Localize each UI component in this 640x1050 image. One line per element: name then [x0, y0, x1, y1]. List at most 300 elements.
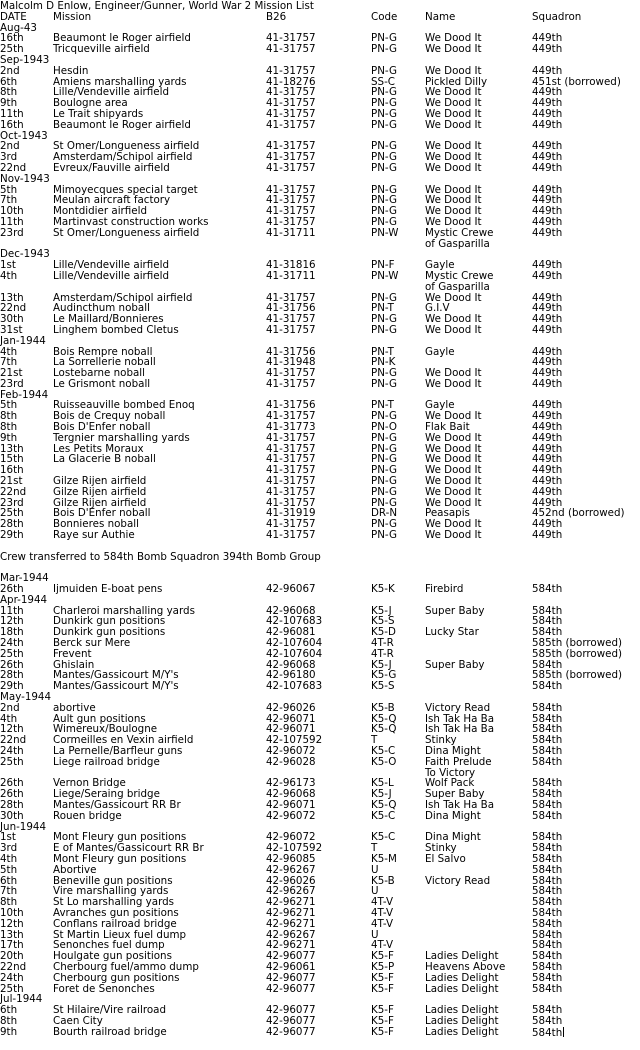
cell-b26: 41-31757: [266, 323, 316, 336]
cell-date: 25th: [0, 43, 24, 56]
cell-squadron: 449th: [532, 323, 563, 336]
cell-code: K5-P: [371, 960, 395, 973]
cell-name: Gayle: [425, 399, 455, 412]
cell-b26: 41-31757: [266, 377, 316, 390]
cell-name: We Dood It: [425, 518, 482, 531]
cell-date: 12th: [0, 723, 24, 736]
cell-code: PN-G: [371, 161, 397, 174]
cell-b26: 41-31757: [266, 518, 316, 531]
month-label: Jan-1944: [0, 334, 46, 347]
month-heading: [0, 174, 640, 185]
cell-code: K5-C: [371, 744, 396, 757]
cell-b26: 41-31816: [266, 259, 316, 272]
cell-code: U: [371, 928, 379, 941]
cell-date: 20th: [0, 950, 24, 963]
cell-code: K5-O: [371, 755, 397, 768]
column-header-mission: Mission: [53, 10, 92, 23]
cell-name: We Dood It: [425, 475, 482, 488]
cell-squadron: 449th: [532, 377, 563, 390]
cell-b26: 42-96271: [266, 906, 316, 919]
column-header-row: [0, 12, 640, 23]
cell-date: 7th: [0, 885, 18, 898]
cell-code: PN-G: [371, 313, 397, 326]
cell-b26: 41-31757: [266, 64, 316, 77]
cell-mission: Mont Fleury gun positions: [53, 831, 187, 844]
cell-b26: 42-96068: [266, 658, 316, 671]
cell-b26: 42-107683: [266, 615, 323, 628]
cell-name: Heavens Above: [425, 960, 506, 973]
cell-b26: 42-96077: [266, 1014, 316, 1027]
mission-row: [0, 163, 640, 174]
cell-code: 4T-V: [371, 939, 394, 952]
cell-date: 31st: [0, 323, 23, 336]
cell-date: 11th: [0, 107, 24, 120]
cell-code: 4T-R: [371, 647, 394, 660]
cell-squadron: 584th: [532, 906, 563, 919]
cell-name: We Dood It: [425, 64, 482, 77]
cell-mission: St Omer/Longueness airfield: [53, 226, 200, 239]
cell-squadron: 584th: [532, 852, 563, 865]
cell-date: 13th: [0, 928, 24, 941]
cell-code: PN-G: [371, 529, 397, 542]
cell-code: K5-B: [371, 701, 395, 714]
cell-code: PN-G: [371, 183, 397, 196]
cell-b26: 42-96026: [266, 874, 316, 887]
cell-squadron: 449th: [532, 442, 563, 455]
month-heading: [0, 595, 640, 606]
month-label: Feb-1944: [0, 388, 49, 401]
cell-b26: 41-31757: [266, 496, 316, 509]
cell-date: 28th: [0, 518, 24, 531]
cell-b26: 41-31757: [266, 43, 316, 56]
cell-squadron: 449th: [532, 64, 563, 77]
cell-squadron: 584th: [532, 1004, 563, 1017]
cell-b26: 42-96267: [266, 928, 316, 941]
cell-code: PN-G: [371, 431, 397, 444]
cell-mission: Le Grismont noball: [53, 377, 151, 390]
cell-b26: 42-96267: [266, 885, 316, 898]
cell-mission: Liege/Seraing bridge: [53, 788, 160, 801]
cell-name: Gayle: [425, 259, 455, 272]
cell-b26: 42-107592: [266, 842, 323, 855]
cell-name: Dina Might: [425, 831, 481, 844]
cell-squadron: 584th: [532, 712, 563, 725]
cell-b26: 42-96072: [266, 744, 316, 757]
cell-name: Super Baby: [425, 788, 485, 801]
cell-name: G.I.V: [425, 302, 450, 315]
cell-code: PN-G: [371, 107, 397, 120]
cell-squadron: 584th: [532, 896, 563, 909]
cell-b26: 42-96173: [266, 777, 316, 790]
cell-mission: Amsterdam/Schipol airfield: [53, 151, 193, 164]
cell-code: PN-T: [371, 302, 394, 315]
cell-b26: 41-31757: [266, 431, 316, 444]
cell-b26: 42-96061: [266, 960, 316, 973]
cell-code: K5-K: [371, 583, 395, 596]
column-header-code: Code: [371, 10, 398, 23]
cell-mission: Dunkirk gun positions: [53, 626, 166, 639]
cell-code: K5-C: [371, 831, 396, 844]
cell-squadron: 584th: [532, 755, 563, 768]
cell-name: We Dood It: [425, 323, 482, 336]
cell-code: PN-G: [371, 194, 397, 207]
cell-name: We Dood It: [425, 485, 482, 498]
column-header-date: DATE: [0, 10, 27, 23]
cell-b26: 41-31773: [266, 421, 316, 434]
cell-date: 24th: [0, 971, 24, 984]
cell-b26: 42-96077: [266, 950, 316, 963]
cell-date: 2nd: [0, 140, 20, 153]
cell-date: 24th: [0, 637, 24, 650]
cell-squadron: 584th: [532, 615, 563, 628]
cell-name: El Salvo: [425, 852, 466, 865]
cell-code: 4T-V: [371, 896, 394, 909]
cell-squadron: 584th: [532, 874, 563, 887]
cell-squadron: 449th: [532, 485, 563, 498]
cell-date: 11th: [0, 215, 24, 228]
cell-b26: 41-31711: [266, 269, 316, 282]
cell-name: Victory Read: [425, 701, 491, 714]
cell-mission: Berck sur Mere: [53, 637, 131, 650]
cell-name: We Dood It: [425, 442, 482, 455]
cell-name: Dina Might: [425, 809, 481, 822]
cell-date: 8th: [0, 86, 18, 99]
cell-mission: Senonches fuel dump: [53, 939, 165, 952]
cell-code: PN-G: [371, 64, 397, 77]
cell-mission: Martinvast construction works: [53, 215, 209, 228]
cell-code: PN-G: [371, 97, 397, 110]
mission-row: [0, 919, 640, 930]
cell-squadron: 449th: [532, 518, 563, 531]
cell-squadron: 584th: [532, 831, 563, 844]
cell-b26: 42-96077: [266, 971, 316, 984]
cell-name: Ladies Delight: [425, 1025, 499, 1038]
mission-row: [0, 325, 640, 336]
cell-name: We Dood It: [425, 291, 482, 304]
cell-squadron: 584th: [532, 744, 563, 757]
cell-b26: 42-96085: [266, 852, 316, 865]
cell-code: U: [371, 863, 379, 876]
cell-mission: Audincthum noball: [53, 302, 150, 315]
cell-mission: Gilze Rijen airfield: [53, 475, 147, 488]
cell-squadron: 449th: [532, 453, 563, 466]
cell-name: We Dood It: [425, 32, 482, 45]
cell-squadron: 449th: [532, 205, 563, 218]
cell-mission: Hesdin: [53, 64, 89, 77]
cell-name: of Gasparilla: [425, 237, 490, 250]
cell-date: 25th: [0, 507, 24, 520]
column-header-name: Name: [425, 10, 456, 23]
cell-mission: St Martin Lieux fuel dump: [53, 928, 187, 941]
cell-date: 3rd: [0, 151, 18, 164]
text-cursor: [563, 1027, 564, 1037]
cell-code: PN-G: [371, 32, 397, 45]
cell-code: PN-G: [371, 453, 397, 466]
cell-b26: 42-96267: [266, 863, 316, 876]
cell-b26: 41-31757: [266, 442, 316, 455]
cell-mission: Foret de Senonches: [53, 982, 155, 995]
cell-name: We Dood It: [425, 464, 482, 477]
cell-squadron: 584th: [532, 798, 563, 811]
cell-date: 9th: [0, 431, 18, 444]
cell-mission: Bois D'Enfer noball: [53, 507, 151, 520]
cell-code: PN-W: [371, 269, 399, 282]
cell-date: 26th: [0, 788, 24, 801]
cell-squadron: 449th: [532, 496, 563, 509]
cell-b26: 41-31757: [266, 215, 316, 228]
cell-squadron: 584th: [532, 939, 563, 952]
cell-date: 8th: [0, 421, 18, 434]
cell-b26: 41-31757: [266, 107, 316, 120]
cell-mission: E of Mantes/Gassicourt RR Br: [53, 842, 204, 855]
cell-name: Faith Prelude: [425, 755, 492, 768]
cell-mission: Raye sur Authie: [53, 529, 135, 542]
cell-name: Lucky Star: [425, 626, 479, 639]
cell-code: PN-W: [371, 226, 399, 239]
cell-code: PN-G: [371, 377, 397, 390]
cell-b26: 41-18276: [266, 75, 316, 88]
mission-row: [0, 530, 640, 541]
cell-b26: 41-31757: [266, 183, 316, 196]
cell-name: We Dood It: [425, 496, 482, 509]
cell-b26: 41-31919: [266, 507, 316, 520]
cell-code: PN-G: [371, 323, 397, 336]
cell-code: SS-C: [371, 75, 395, 88]
cell-mission: Ault gun positions: [53, 712, 146, 725]
mission-row: [0, 271, 640, 282]
cell-mission: Le Trait shipyards: [53, 107, 144, 120]
cell-date: 25th: [0, 755, 24, 768]
cell-squadron: 584th: [532, 928, 563, 941]
cell-mission: Avranches gun positions: [53, 906, 179, 919]
month-label: Aug-43: [0, 21, 37, 34]
cell-squadron: 585th (borrowed): [532, 669, 623, 682]
cell-b26: 42-96067: [266, 583, 316, 596]
cell-name: Mystic Crewe: [425, 269, 494, 282]
cell-b26: 41-31711: [266, 226, 316, 239]
cell-mission: La Pernelle/Barfleur guns: [53, 744, 183, 757]
cell-squadron: 584th: [532, 917, 563, 930]
cell-mission: Amsterdam/Schipol airfield: [53, 291, 193, 304]
cell-mission: Ghislain: [53, 658, 95, 671]
cell-code: PN-G: [371, 485, 397, 498]
cell-code: PN-F: [371, 259, 395, 272]
cell-date: 11th: [0, 604, 24, 617]
cell-name: Ladies Delight: [425, 1014, 499, 1027]
cell-mission: Ruisseauville bombed Enoq: [53, 399, 195, 412]
cell-squadron: 584th: [532, 950, 563, 963]
cell-b26: 41-31757: [266, 464, 316, 477]
cell-mission: Beaumont le Roger airfield: [53, 32, 191, 45]
cell-name: We Dood It: [425, 410, 482, 423]
cell-date: 16th: [0, 118, 24, 131]
document-page[interactable]: [0, 1, 640, 1038]
cell-squadron: 449th: [532, 86, 563, 99]
cell-code: 4T-R: [371, 637, 394, 650]
cell-code: PN-G: [371, 496, 397, 509]
column-header-b26: B26: [266, 10, 287, 23]
cell-b26: 41-31757: [266, 97, 316, 110]
cell-date: 23rd: [0, 377, 24, 390]
cell-date: 25th: [0, 647, 24, 660]
cell-b26: 42-96071: [266, 798, 316, 811]
transfer-note-text: Crew transferred to 584th Bomb Squadron 394th Bomb Group: [0, 550, 321, 563]
cell-name: We Dood It: [425, 194, 482, 207]
cell-squadron: 584th: [532, 604, 563, 617]
cell-date: 26th: [0, 583, 24, 596]
cell-name: Stinky: [425, 842, 457, 855]
cell-b26: 41-31948: [266, 356, 316, 369]
cell-b26: 42-96068: [266, 604, 316, 617]
cell-name: To Victory: [425, 766, 476, 779]
cell-squadron: 585th (borrowed): [532, 637, 623, 650]
cell-b26: 41-31757: [266, 475, 316, 488]
cell-date: 9th: [0, 97, 18, 110]
mission-row: [0, 681, 640, 692]
cell-mission: Lille/Vendeville airfield: [53, 269, 170, 282]
cell-b26: 41-31757: [266, 291, 316, 304]
cell-mission: Tricqueville airfield: [53, 43, 150, 56]
cell-name: We Dood It: [425, 151, 482, 164]
cell-date: 13th: [0, 291, 24, 304]
cell-name: Ladies Delight: [425, 1004, 499, 1017]
cell-date: 2nd: [0, 701, 20, 714]
cell-squadron: 449th: [532, 291, 563, 304]
cell-name: Flak Bait: [425, 421, 470, 434]
cell-b26: 41-31756: [266, 399, 316, 412]
cell-code: K5-M: [371, 852, 397, 865]
cell-name: Super Baby: [425, 604, 485, 617]
cell-squadron: 584th: [532, 960, 563, 973]
cell-b26: 41-31757: [266, 367, 316, 380]
cell-squadron: 584th: [532, 1014, 563, 1027]
cell-code: PN-T: [371, 345, 394, 358]
cell-name: We Dood It: [425, 313, 482, 326]
cell-squadron: 584th: [532, 1026, 563, 1039]
mission-row: [0, 649, 640, 660]
cell-b26: 42-96028: [266, 755, 316, 768]
cell-squadron: 449th: [532, 529, 563, 542]
month-label: Sep-1943: [0, 53, 50, 66]
cell-code: K5-G: [371, 669, 397, 682]
cell-mission: Vernon Bridge: [53, 777, 126, 790]
cell-name: We Dood It: [425, 107, 482, 120]
cell-squadron: 584th: [532, 583, 563, 596]
cell-squadron: 449th: [532, 32, 563, 45]
cell-date: 22nd: [0, 960, 27, 973]
cell-mission: Mantes/Gassicourt RR Br: [53, 798, 181, 811]
cell-mission: Mantes/Gassicourt M/Y's: [53, 680, 179, 693]
cell-mission: St Hilaire/Vire railroad: [53, 1004, 167, 1017]
cell-squadron: 584th: [532, 982, 563, 995]
cell-name: We Dood It: [425, 86, 482, 99]
cell-date: 4th: [0, 345, 18, 358]
cell-code: K5-F: [371, 1014, 394, 1027]
month-heading: [0, 336, 640, 347]
cell-name: Wolf Pack: [425, 777, 475, 790]
cell-name: Mystic Crewe: [425, 226, 494, 239]
cell-date: 22nd: [0, 302, 27, 315]
cell-b26: 42-96071: [266, 712, 316, 725]
cell-code: K5-F: [371, 1004, 394, 1017]
cell-date: 29th: [0, 680, 24, 693]
cell-date: 8th: [0, 1014, 18, 1027]
cell-name: We Dood It: [425, 367, 482, 380]
month-label: Jun-1944: [0, 820, 47, 833]
cell-code: T: [371, 734, 378, 747]
cell-b26: 41-31757: [266, 161, 316, 174]
cell-squadron: 449th: [532, 367, 563, 380]
mission-row: [0, 239, 640, 250]
cell-date: 22nd: [0, 485, 27, 498]
cell-mission: Meulan aircraft factory: [53, 194, 171, 207]
cell-b26: 42-96072: [266, 831, 316, 844]
mission-row: [0, 973, 640, 984]
month-label: Nov-1943: [0, 172, 50, 185]
cell-mission: Frevent: [53, 647, 92, 660]
cell-mission: Linghem bombed Cletus: [53, 323, 179, 336]
cell-code: PN-G: [371, 518, 397, 531]
cell-squadron: 584th: [532, 734, 563, 747]
cell-date: 5th: [0, 399, 18, 412]
mission-row: [0, 703, 640, 714]
cell-code: PN-G: [371, 464, 397, 477]
cell-b26: 41-31757: [266, 205, 316, 218]
mission-row: [0, 584, 640, 595]
cell-squadron: 584th: [532, 723, 563, 736]
cell-date: 10th: [0, 205, 24, 218]
cell-name: We Dood It: [425, 161, 482, 174]
cell-name: We Dood It: [425, 205, 482, 218]
cell-squadron: 449th: [532, 345, 563, 358]
cell-squadron: 449th: [532, 161, 563, 174]
month-label: Oct-1943: [0, 129, 48, 142]
cell-code: K5-B: [371, 874, 395, 887]
cell-date: 23rd: [0, 226, 24, 239]
cell-date: 1st: [0, 259, 16, 272]
cell-date: 7th: [0, 194, 18, 207]
cell-code: PN-G: [371, 410, 397, 423]
cell-code: K5-S: [371, 680, 395, 693]
cell-mission: Dunkirk gun positions: [53, 615, 166, 628]
cell-date: 22nd: [0, 161, 27, 174]
mission-row: [0, 120, 640, 131]
cell-date: 6th: [0, 1004, 18, 1017]
cell-code: K5-F: [371, 982, 394, 995]
cell-date: 5th: [0, 863, 18, 876]
cell-squadron: 449th: [532, 43, 563, 56]
cell-code: PN-T: [371, 399, 394, 412]
cell-mission: Ijmuiden E-boat pens: [53, 583, 163, 596]
cell-b26: 42-107592: [266, 734, 323, 747]
cell-squadron: 585th (borrowed): [532, 647, 623, 660]
cell-squadron: 584th: [532, 680, 563, 693]
cell-mission: Houlgate gun positions: [53, 950, 172, 963]
cell-name: Super Baby: [425, 658, 485, 671]
cell-name: We Dood It: [425, 215, 482, 228]
cell-mission: Les Petits Moraux: [53, 442, 144, 455]
cell-name: We Dood It: [425, 431, 482, 444]
cell-code: PN-G: [371, 367, 397, 380]
cell-code: DR-N: [371, 507, 398, 520]
cell-mission: Lille/Vendeville airfield: [53, 259, 170, 272]
cell-squadron: 449th: [532, 269, 563, 282]
cell-date: 28th: [0, 669, 24, 682]
cell-code: K5-L: [371, 777, 394, 790]
cell-date: 24th: [0, 744, 24, 757]
cell-mission: St Omer/Longueness airfield: [53, 140, 200, 153]
cell-code: K5-Q: [371, 798, 397, 811]
